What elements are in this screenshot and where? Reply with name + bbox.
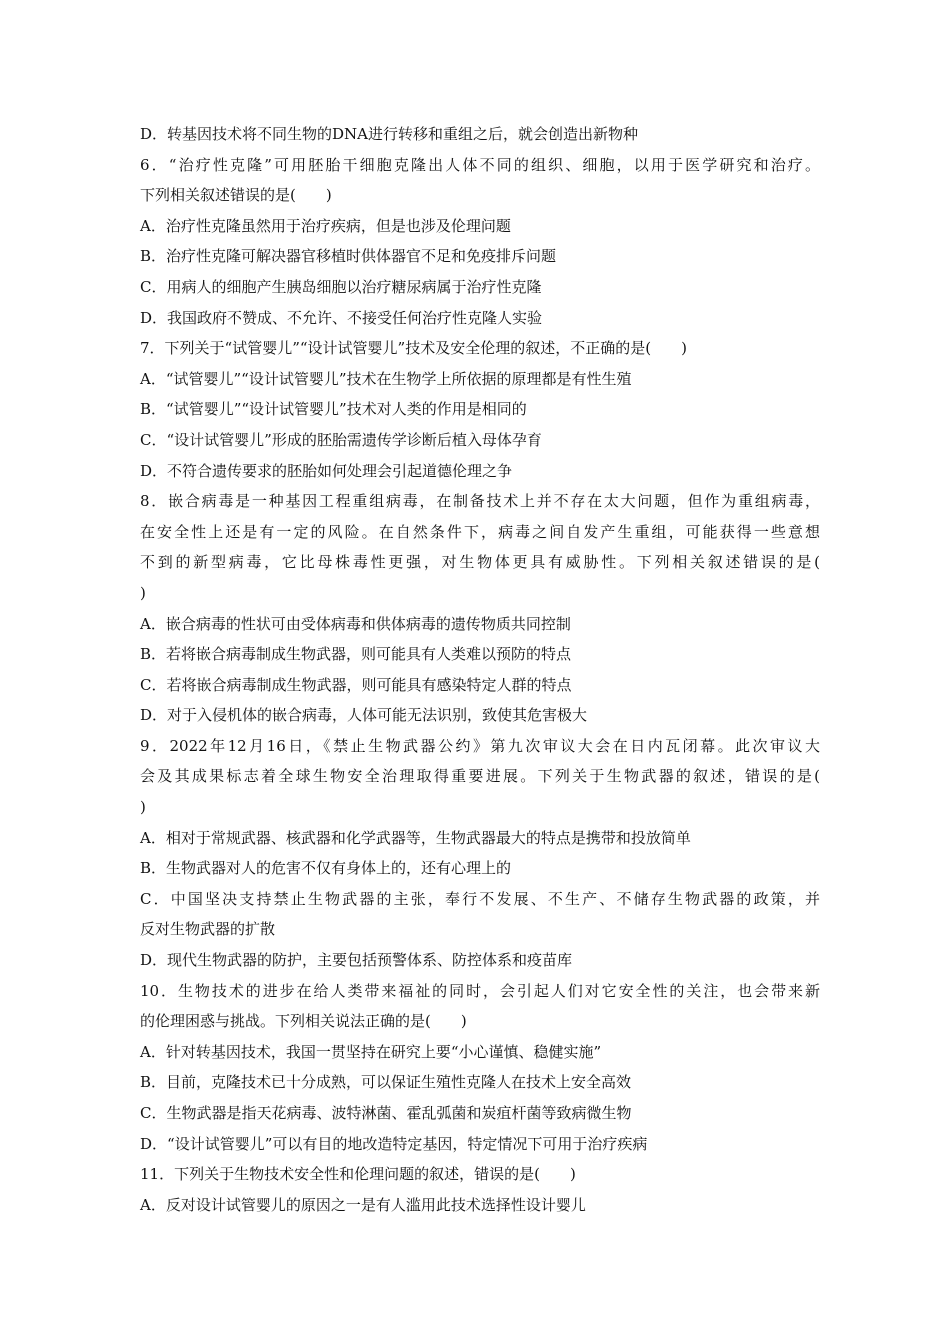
- text-line: A．嵌合病毒的性状可由受体病毒和供体病毒的遗传物质共同控制: [140, 614, 571, 633]
- text-line: 的伦理困惑与挑战。下列相关说法正确的是( ): [140, 1012, 467, 1031]
- text-line: A．针对转基因技术，我国一贯坚持在研究上要“小心谨慎、稳健实施”: [140, 1042, 602, 1061]
- text-line: 会及其成果标志着全球生物安全治理取得重要进展。下列关于生物武器的叙述，错误的是(: [140, 767, 820, 786]
- text-line: D．不符合遗传要求的胚胎如何处理会引起道德伦理之争: [140, 461, 513, 480]
- text-line: 反对生物武器的扩散: [140, 920, 276, 939]
- text-line: 不到的新型病毒，它比母株毒性更强，对生物体更具有威胁性。下列相关叙述错误的是(: [140, 553, 820, 572]
- text-line: 下列相关叙述错误的是( ): [140, 186, 332, 205]
- text-line: A．反对设计试管婴儿的原因之一是有人滥用此技术选择性设计婴儿: [140, 1195, 586, 1214]
- text-line: 9．2022年12月16日，《禁止生物武器公约》第九次审议大会在日内瓦闭幕。此次审议大: [140, 736, 820, 755]
- text-line: A．治疗性克隆虽然用于治疗疾病，但是也涉及伦理问题: [140, 216, 511, 235]
- text-line: B．生物武器对人的危害不仅有身体上的，还有心理上的: [140, 859, 512, 878]
- text-line: B．治疗性克隆可解决器官移植时供体器官不足和免疫排斥问题: [140, 247, 557, 266]
- text-line: D．我国政府不赞成、不允许、不接受任何治疗性克隆人实验: [140, 308, 543, 327]
- text-line: 6．“治疗性克隆”可用胚胎干细胞克隆出人体不同的组织、细胞，以用于医学研究和治疗。: [140, 155, 820, 174]
- text-line: D．现代生物武器的防护，主要包括预警体系、防控体系和疫苗库: [140, 951, 573, 970]
- text-line: A．“试管婴儿”“设计试管婴儿”技术在生物学上所依据的原理都是有性生殖: [140, 369, 632, 388]
- text-line: 8．嵌合病毒是一种基因工程重组病毒，在制备技术上并不存在太大问题，但作为重组病毒，: [140, 492, 820, 511]
- text-line: C．中国坚决支持禁止生物武器的主张，奉行不发展、不生产、不储存生物武器的政策，并: [140, 889, 820, 908]
- text-line: B．目前，克隆技术已十分成熟，可以保证生殖性克隆人在技术上安全高效: [140, 1073, 632, 1092]
- question-text-body: [140, 119, 820, 1220]
- text-line: ): [140, 798, 146, 817]
- text-line: D．“设计试管婴儿”可以有目的地改造特定基因，特定情况下可用于治疗疾病: [140, 1134, 648, 1153]
- text-line: 11．下列关于生物技术安全性和伦理问题的叙述，错误的是( ): [140, 1165, 576, 1184]
- text-line: C．用病人的细胞产生胰岛细胞以治疗糖尿病属于治疗性克隆: [140, 277, 542, 296]
- text-line: B．“试管婴儿”“设计试管婴儿”技术对人类的作用是相同的: [140, 400, 527, 419]
- text-line: 在安全性上还是有一定的风险。在自然条件下，病毒之间自发产生重组，可能获得一些意想: [140, 522, 820, 541]
- text-line: C．“设计试管婴儿”形成的胚胎需遗传学诊断后植入母体孕育: [140, 430, 542, 449]
- text-line: ): [140, 583, 146, 602]
- text-line: 7．下列关于“试管婴儿”“设计试管婴儿”技术及安全伦理的叙述，不正确的是( ): [140, 339, 687, 358]
- text-line: D．转基因技术将不同生物的DNA进行转移和重组之后，就会创造出新物种: [140, 125, 639, 143]
- text-line: B．若将嵌合病毒制成生物武器，则可能具有人类难以预防的特点: [140, 645, 572, 664]
- text-line: A．相对于常规武器、核武器和化学武器等，生物武器最大的特点是携带和投放简单: [140, 828, 691, 847]
- text-line: C．若将嵌合病毒制成生物武器，则可能具有感染特定人群的特点: [140, 675, 572, 694]
- text-line: D．对于入侵机体的嵌合病毒，人体可能无法识别，致使其危害极大: [140, 706, 588, 725]
- text-line: 10．生物技术的进步在给人类带来福祉的同时，会引起人们对它安全性的关注，也会带来新: [140, 981, 820, 1000]
- text-line: C．生物武器是指天花病毒、波特淋菌、霍乱弧菌和炭疽杆菌等致病微生物: [140, 1104, 632, 1122]
